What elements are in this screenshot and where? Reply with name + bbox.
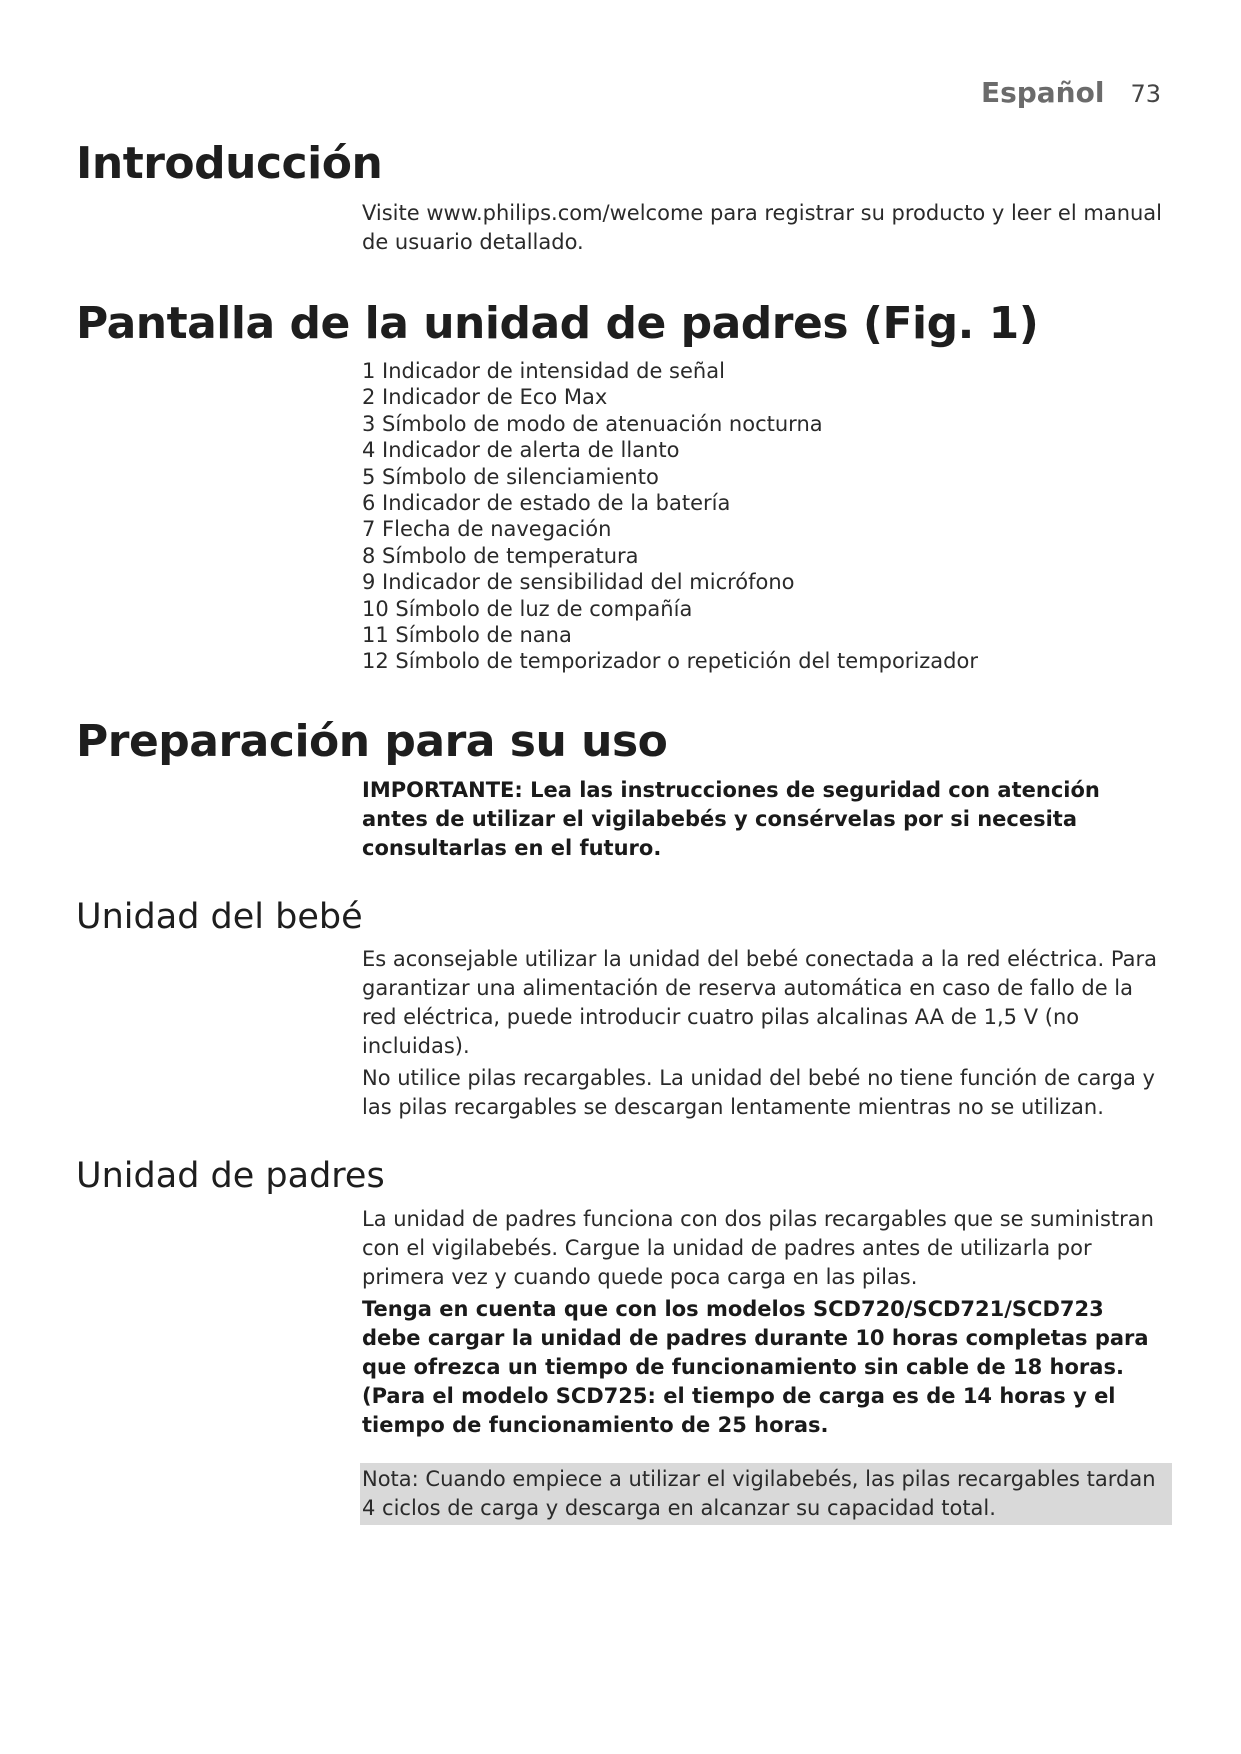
- list-item: 1 Indicador de intensidad de señal: [362, 359, 725, 383]
- intro-text: Visite www.philips.com/welcome para registrar su producto y leer el manual de usuario detallado.: [362, 201, 1163, 254]
- list-item: 8 Símbolo de temperatura: [362, 543, 639, 568]
- display-legend: [362, 358, 1162, 675]
- list-item: 4 Indicador de alerta de llanto: [362, 438, 680, 463]
- intro-paragraph: [362, 199, 1162, 257]
- baby-unit-paragraph: Es aconsejable utilizar la unidad del bebé conectada a la red eléctrica. Para garantizar una alimentación de reserva automática en caso de fallo de la red eléctrica, puede introducir cuatro pilas alcalinas AA de 1,5 V (no incluidas).: [362, 947, 1157, 1058]
- parent-unit-paragraph: La unidad de padres funciona con dos pilas recargables que se suministran con el vigilabebés. Cargue la unidad de padres antes de utilizarla por primera vez y cuando quede poca carga en las pilas.: [362, 1207, 1154, 1289]
- list-item: 7 Flecha de navegación: [362, 517, 612, 542]
- important-notice: [362, 776, 1162, 863]
- display-legend-list: [362, 358, 1162, 675]
- list-item: 11 Símbolo de nana: [362, 623, 572, 648]
- baby-unit-section: [362, 945, 1162, 1122]
- heading-unidad-bebe: Unidad del bebé: [76, 897, 363, 937]
- parent-unit-charging-notice: Tenga en cuenta que con los modelos SCD720/SCD721/SCD723 debe cargar la unidad de padres durante 10 horas completas para que ofrezca un tiempo de funcionamiento sin cable de 18 horas. (Para el modelo SCD725: el tiempo de carga es de 14 horas y el tiempo de funcionamiento de 25 horas.: [362, 1297, 1149, 1437]
- page-number: 73: [1130, 80, 1161, 108]
- parent-unit-section: [362, 1205, 1162, 1440]
- list-item: 9 Indicador de sensibilidad del micrófono: [362, 570, 795, 595]
- list-item: 2 Indicador de Eco Max: [362, 385, 608, 410]
- heading-preparacion: Preparación para su uso: [76, 716, 668, 767]
- list-item: 3 Símbolo de modo de atenuación nocturna: [362, 411, 823, 436]
- heading-pantalla: Pantalla de la unidad de padres (Fig. 1): [76, 298, 1039, 349]
- note-text: Nota: Cuando empiece a utilizar el vigilabebés, las pilas recargables tardan 4 ciclos de carga y descarga en alcanzar su capacidad total.: [362, 1467, 1156, 1520]
- heading-introduccion: Introducción: [76, 138, 383, 189]
- page-header: [981, 76, 1161, 109]
- list-item: 10 Símbolo de luz de compañía: [362, 596, 693, 621]
- list-item: 6 Indicador de estado de la batería: [362, 491, 731, 516]
- header-language: Español: [980, 76, 1105, 109]
- baby-unit-paragraph: No utilice pilas recargables. La unidad del bebé no tiene función de carga y las pilas recargables se descargan lentamente mientras no se utilizan.: [362, 1066, 1155, 1119]
- important-text: IMPORTANTE: Lea las instrucciones de seguridad con atención antes de utilizar el vigilabebés y consérvelas por si necesita consultarlas en el futuro.: [362, 778, 1100, 860]
- list-item: 5 Símbolo de silenciamiento: [362, 464, 659, 489]
- heading-unidad-padres: Unidad de padres: [76, 1156, 385, 1196]
- note-box: [360, 1463, 1172, 1525]
- list-item: 12 Símbolo de temporizador o repetición del temporizador: [362, 649, 978, 674]
